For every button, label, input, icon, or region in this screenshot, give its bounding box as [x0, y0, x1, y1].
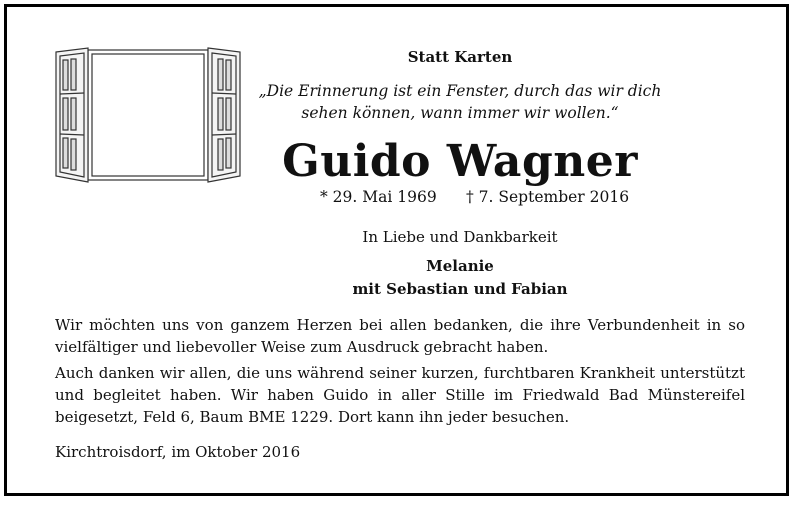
- in-love-text: In Liebe und Dankbarkeit: [362, 228, 558, 246]
- deceased-name: Guido Wagner: [282, 136, 638, 187]
- thank-you-paragraph-1: Wir möchten uns von ganzem Herzen bei allen bedanken, die ihre Verbundenheit in so vielfältiger und liebevoller Weise zum Ausdruck gebracht haben.: [55, 316, 745, 356]
- place-date: Kirchtroisdorf, im Oktober 2016: [55, 443, 301, 461]
- signature-line-2: mit Sebastian und Fabian: [352, 280, 568, 298]
- quote: [240, 80, 680, 124]
- quote-line-2: sehen können, wann immer wir wollen.“: [301, 104, 619, 122]
- open-window-icon: [52, 46, 244, 184]
- thank-you-paragraph-2: Auch danken wir allen, die uns während seiner kurzen, furchtbaren Krankheit unterstützt und begleitet haben. Wir haben Guido in aller Stille im Friedwald Bad Münstereifel beigesetzt, Feld 6, Baum BME 1229. Dort kann ihn jeder besuchen.: [55, 364, 745, 426]
- quote-line-1: „Die Erinnerung ist ein Fenster, durch das wir dich: [258, 82, 662, 100]
- signature-line-1: Melanie: [426, 257, 494, 275]
- header-text: Statt Karten: [407, 48, 513, 66]
- death-date: † 7. September 2016: [466, 188, 630, 206]
- birth-date: * 29. Mai 1969: [320, 188, 437, 206]
